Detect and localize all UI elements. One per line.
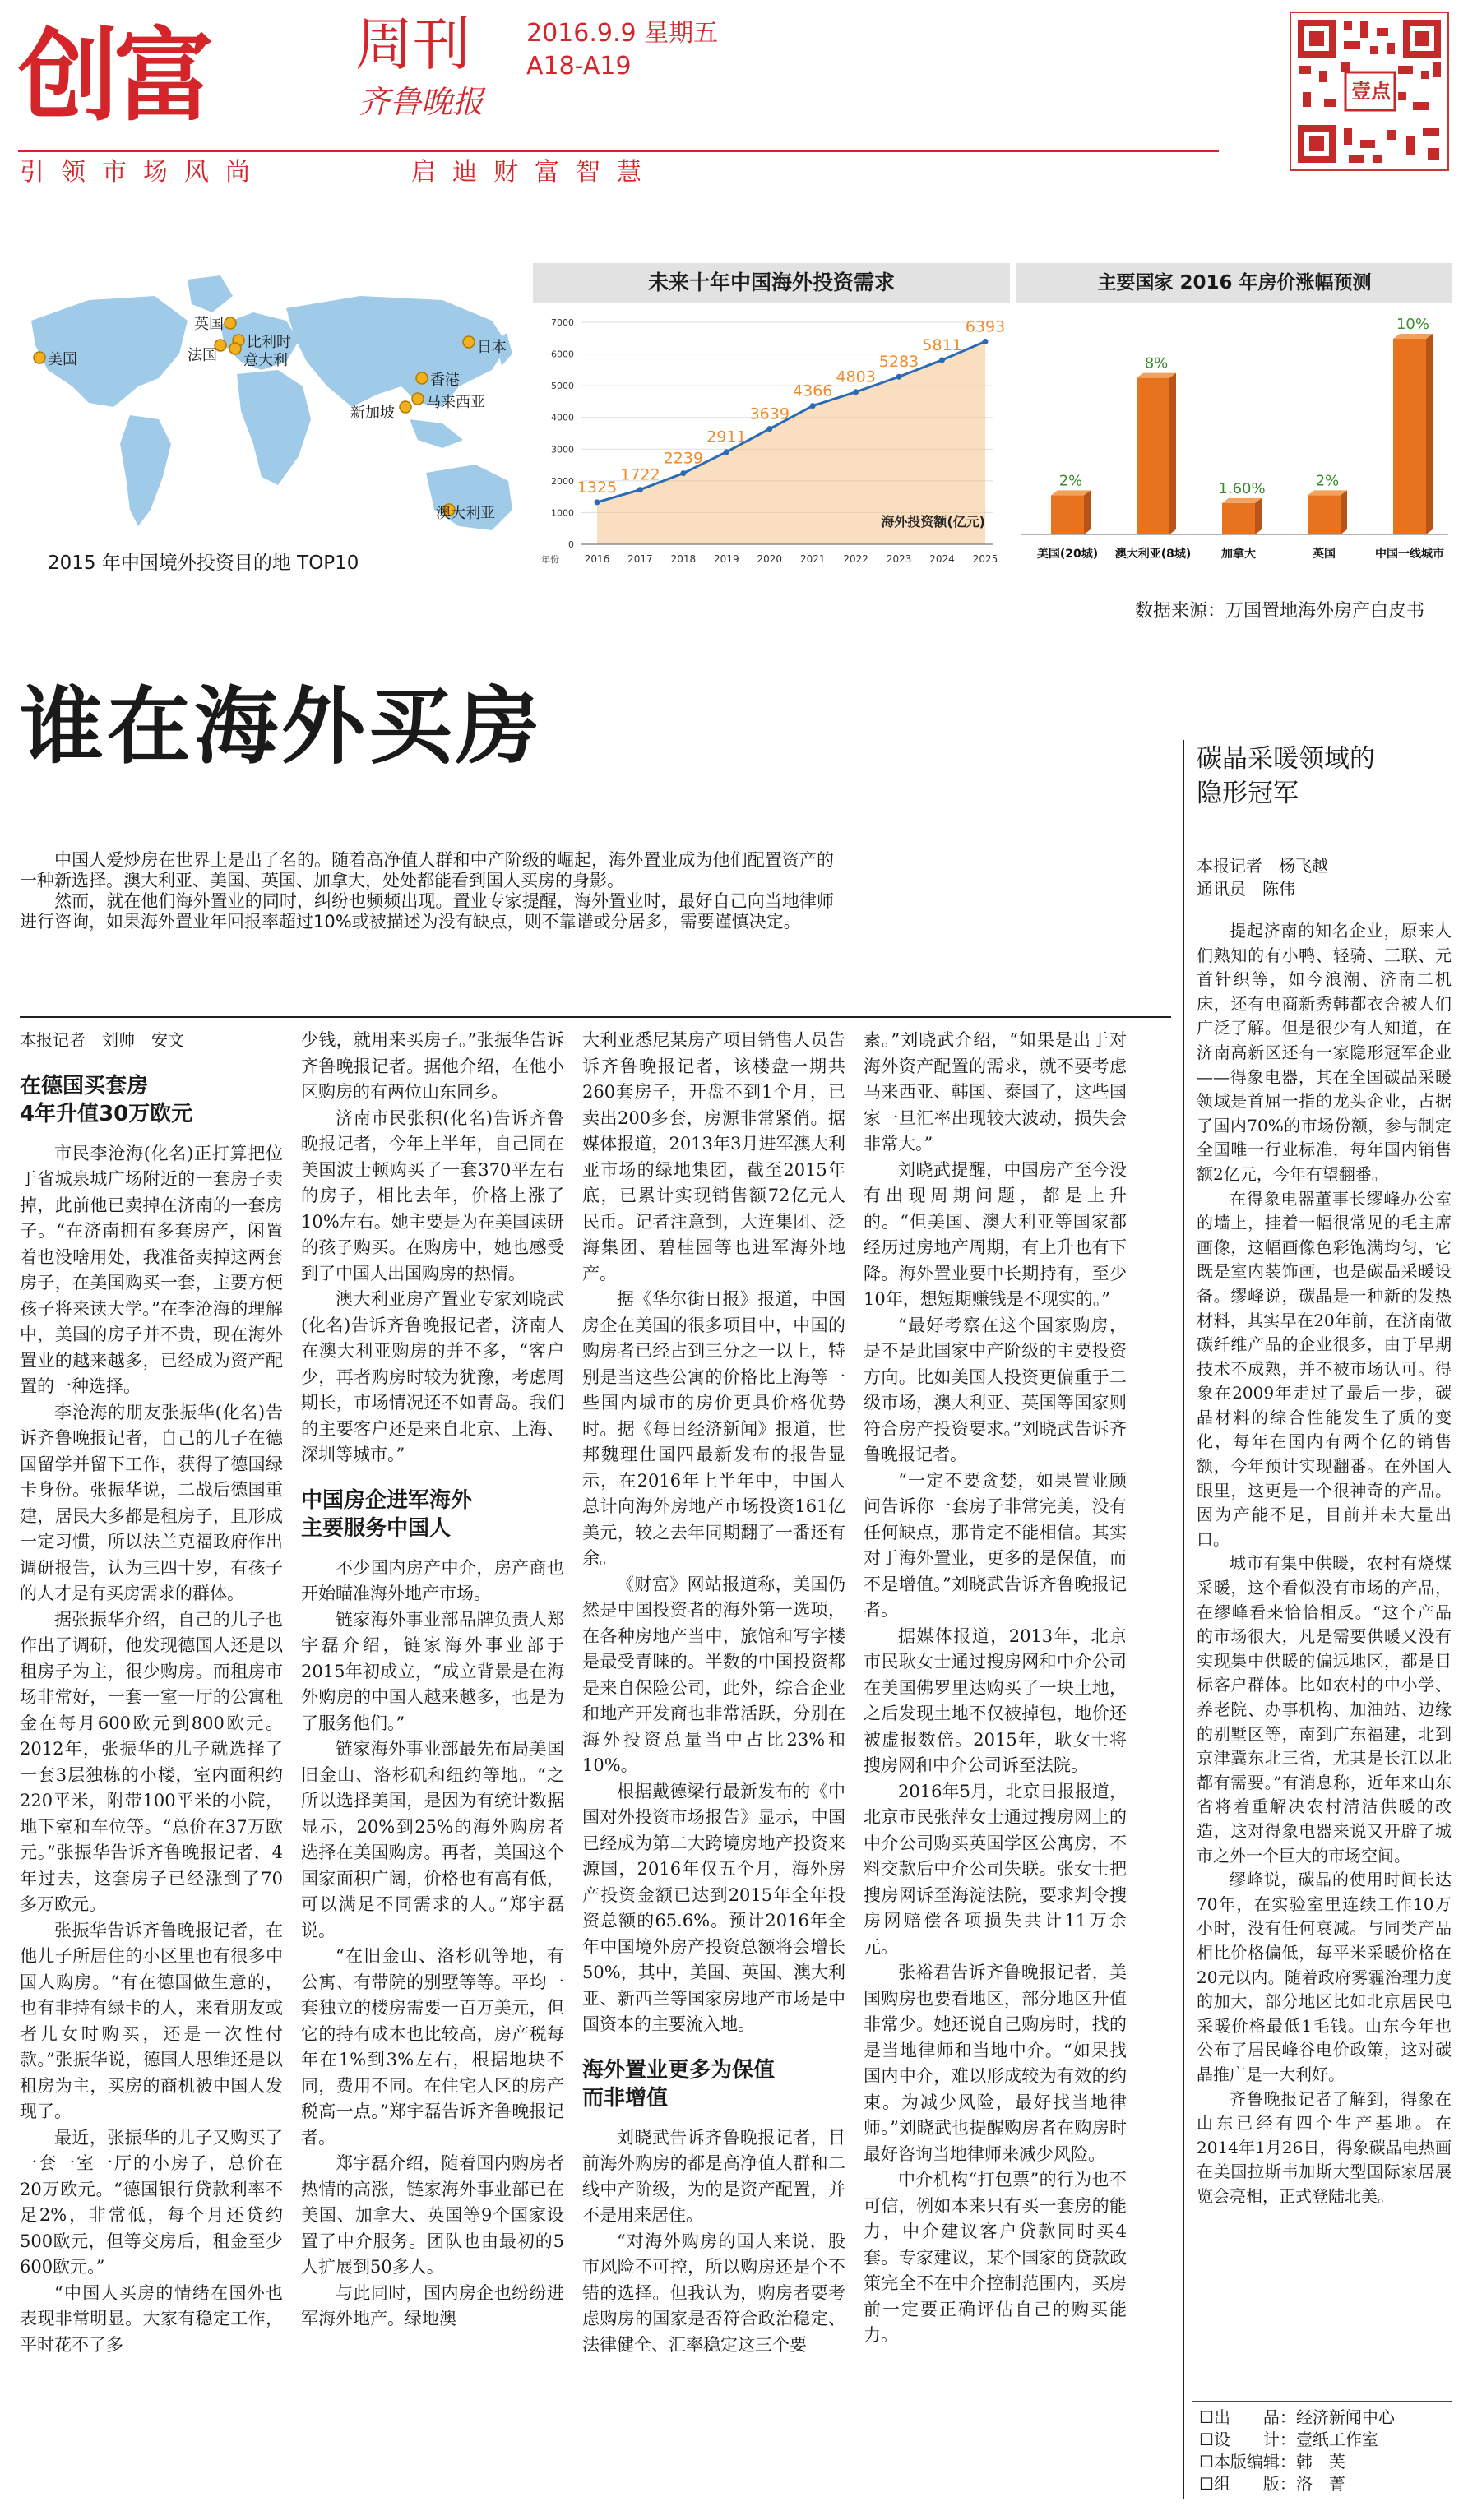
bar-top — [1308, 490, 1347, 495]
map-panel — [15, 263, 531, 580]
paragraph: 齐鲁晚报记者了解到，得象在山东已经有四个生产基地。在2014年1月26日，得象碳晶电热画在美国拉斯韦加斯大型国际家居展览会亮相，正式登陆北美。 — [1197, 2088, 1452, 2206]
page-numbers: A18-A19 — [526, 52, 632, 81]
map-label-belgium: 比利时 — [247, 334, 291, 351]
bar-value-label: 2% — [1315, 472, 1340, 490]
slogan-right: 启迪财富智慧 — [411, 158, 658, 187]
bar — [1051, 495, 1084, 534]
x-tick-label: 2025 — [972, 553, 998, 565]
map-label-singapore: 新加坡 — [350, 405, 395, 422]
x-tick-label: 2016 — [584, 553, 610, 565]
data-point — [939, 357, 945, 363]
bar-top — [1137, 373, 1176, 378]
data-point — [983, 339, 989, 344]
credit-editor: ☐本版编辑：韩 芙 — [1199, 2452, 1345, 2471]
x-axis-prefix: 年份 — [541, 554, 559, 565]
data-point — [595, 499, 600, 505]
y-tick-label: 5000 — [551, 381, 574, 392]
price-chart-panel — [1016, 263, 1452, 592]
sidebar-title: 碳晶采暖领域的 隐形冠军 — [1197, 744, 1375, 808]
paragraph: 不少国内房产中介，房产商也开始瞄准海外地产市场。 — [301, 1557, 564, 1603]
bar — [1137, 378, 1169, 534]
x-tick-label: 2018 — [670, 553, 697, 565]
paragraph: 济南市民张积(化名)告诉齐鲁晚报记者，今年上半年，自己同在美国波士顿购买了一套370平左右的房子，相比去年，价格上涨了10%左右。她主要是为在美国读研的孩子购买。在购房中，她也感受到了中国人出国购房的热情。 — [301, 1107, 564, 1283]
byline: 本报记者 刘帅 安文 — [20, 1030, 184, 1050]
paragraph: 中介机构“打包票”的行为也不可信，例如本来只有买一套房的能力，中介建议客户贷款同时买4套。专家建议，某个国家的贷款政策完全不在中介控制范围内，买房前一定要正确评估自己的购买能力。 — [864, 2170, 1127, 2345]
map-caption: 2015 年中国境外投资目的地 TOP10 — [48, 553, 359, 574]
sidebar-byline-correspondent: 通讯员 陈伟 — [1197, 879, 1295, 899]
y-tick-label: 2000 — [551, 475, 574, 487]
data-label: 3639 — [749, 405, 790, 423]
paragraph: 链家海外事业部品牌负责人郑宇磊介绍，链家海外事业部于2015年初成立，“成立背景是在海外购房的中国人越来越多，也是为了服务他们。” — [301, 1609, 564, 1733]
bar-top — [1393, 334, 1433, 339]
data-label: 1722 — [620, 465, 660, 484]
credit-design: ☐设 计：壹纸工作室 — [1199, 2430, 1378, 2449]
bar — [1393, 339, 1426, 534]
y-axis-label: 海外投资额(亿元) — [881, 514, 985, 529]
y-tick-label: 3000 — [551, 444, 574, 455]
data-point — [724, 449, 729, 455]
column-3 — [582, 1028, 845, 2499]
credit-label: 本版编辑： — [1213, 2452, 1296, 2471]
paragraph: 《财富》网站报道称，美国仍然是中国投资者的海外第一选项，在各种房地产当中，旅馆和写字楼是最受青睐的。半数的中国投资都是来自保险公司，此外，综合企业和地产开发商也非常活跃，分别在海外投资总量当中占比23%和10%。 — [582, 1574, 845, 1775]
column-4 — [864, 1028, 1127, 2499]
paragraph: 素。”刘晓武介绍，“如果是出于对海外资产配置的需求，就不要考虑马来西亚、韩国、泰国了，这些国家一旦汇率出现较大波动，损失会非常大。” — [864, 1030, 1127, 1154]
paragraph: 城市有集中供暖，农村有烧煤采暖，这个看似没有市场的产品，在缪峰看来恰恰相反。“这个产品的市场很大，凡是需要供暖又没有实现集中供暖的偏远地区，都是目标客户群体。比如农村的中小学、养老院、办事机构、加油站、边缘的别墅区等，南到广东福建，北到京津冀东北三省，尤其是长江以北都有需要。”有消息称，近年来山东省将着重解决农村清洁供暖的改造，这对得象电器来说又开辟了城市之外一个巨大的市场空间。 — [1197, 1553, 1452, 1866]
column-2 — [301, 1028, 564, 2499]
credit-value: 韩 芙 — [1295, 2452, 1345, 2471]
credit-produced: ☐出 品：经济新闻中心 — [1199, 2407, 1395, 2427]
bar-category-label: 美国(20城) — [1036, 548, 1099, 561]
credit-value: 洛 菁 — [1295, 2474, 1345, 2494]
bar-category-label: 加拿大 — [1221, 548, 1256, 561]
y-tick-label: 0 — [568, 539, 574, 550]
bar-side — [1426, 334, 1433, 534]
investment-area-chart — [533, 306, 1010, 588]
map-label-usa: 美国 — [48, 351, 77, 368]
credit-label: 组 版： — [1213, 2474, 1296, 2494]
column-1 — [20, 1028, 283, 2499]
paragraph: “中国人买房的情绪在国外也表现非常明显。大家有稳定工作，平时花不了多 — [20, 2282, 283, 2355]
map-label-uk: 英国 — [194, 316, 224, 333]
paragraph: 刘晓武告诉齐鲁晚报记者，目前海外购房的都是高净值人群和二线中产阶级，为的是资产配置，并不是用来居住。 — [582, 2127, 845, 2225]
map-label-australia: 澳大利亚 — [436, 505, 495, 522]
masthead-rule — [18, 150, 1219, 152]
world-map — [15, 263, 531, 580]
bar-value-label: 2% — [1058, 472, 1083, 490]
data-point — [637, 487, 643, 492]
qr-center-label: 壹点 — [1351, 80, 1391, 103]
paragraph: 张裕君告诉齐鲁晚报记者，美国购房也要看地区，部分地区升值非常少。她还说自己购房时，找的是当地律师和当地中介。“如果找国内中介，难以形成较为有效的约束。为减少风险，最好找当地律师。”刘晓武也提醒购房者在购房时最好咨询当地律师来减少风险。 — [864, 1963, 1127, 2164]
data-point — [680, 470, 686, 476]
qr-code[interactable] — [1290, 12, 1449, 171]
paragraph: 大利亚悉尼某房产项目销售人员告诉齐鲁晚报记者，该楼盘一期共260套房子，开盘不到1个月，已卖出200多套，房源非常紧俏。据媒体报道，2013年3月进军澳大利亚市场的绿地集团，截至2015年底，已累计实现销售额72亿元人民币。记者注意到，大连集团、泛海集团、碧桂园等也进军海外地产。 — [582, 1030, 845, 1283]
paragraph: 根据戴德梁行最新发布的《中国对外投资市场报告》显示，中国已经成为第二大跨境房地产投资来源国，2016年仅五个月，海外房产投资金额已达到2015年全年投资总额的65.6%。预计2016年全年中国境外房产投资总额将会增长50%，其中，美国、英国、澳大利亚、新西兰等国家房地产市场是中国资本的主要流入地。 — [582, 1781, 845, 2034]
investment-chart-panel — [533, 263, 1010, 588]
paragraph: 张振华告诉齐鲁晚报记者，在他儿子所居住的小区里也有很多中国人购房。“有在德国做生意的，也有非持有绿卡的人，来看朋友或者儿女时购买，还是一次性付款。”张振华说，德国人思维还是以租房为主，买房的商机被中国人发现了。 — [20, 1920, 283, 2121]
bar — [1308, 495, 1341, 534]
bar-value-label: 8% — [1144, 354, 1169, 372]
headline: 谁在海外买房 — [20, 678, 543, 776]
bar-top — [1222, 498, 1262, 503]
price-bar-chart — [1016, 306, 1452, 592]
paragraph: 缪峰说，碳晶的使用时间长达70年，在实验室里连续工作10万小时，没有任何衰减。与同类产品相比价格偏低，每平米采暖价格在20元以内。随着政府雾霾治理力度的加大，部分地区比如北京居民电采暖价格最低1毛钱。山东今年也公布了居民峰谷电价政策，这对碳晶推广是一大利好。 — [1197, 1870, 1452, 2084]
lede-paragraph: 中国人爱炒房在世界上是出了名的。随着高净值人群和中产阶级的崛起，海外置业成为他们配置资产的一种新选择。澳大利亚、美国、英国、加拿大，处处都能看到国人买房的身影。 — [20, 850, 834, 890]
section-heading-developers: 中国房企进军海外 主要服务中国人 — [301, 1487, 473, 1541]
x-tick-label: 2023 — [886, 553, 912, 565]
data-label: 2239 — [663, 449, 704, 468]
x-tick-label: 2020 — [757, 553, 783, 565]
y-tick-label: 4000 — [551, 412, 574, 423]
bar-top — [1051, 490, 1091, 495]
bar-side — [1169, 373, 1176, 534]
paragraph: 据媒体报道，2013年，北京市民耿女士通过搜房网和中介公司在美国佛罗里达购买了一块土地，之后发现土地不仅被掉包，地价还被虚报数倍。2015年，耿女士将搜房网和中介公司诉至法院。 — [864, 1625, 1127, 1775]
y-tick-label: 7000 — [551, 317, 574, 328]
paragraph: “对海外购房的国人来说，股市风险不可控，所以购房还是个不错的选择。但我认为，购房者要考虑购房的国家是否符合政治稳定、法律健全、汇率稳定这三个要 — [582, 2231, 845, 2355]
lede — [20, 850, 834, 932]
paragraph: “一定不要贪婪，如果置业顾问告诉你一套房子非常完美，没有任何缺点，那肯定不能相信。其实对于海外置业，更多的是保值，而不是增值。”刘晓武告诉齐鲁晚报记者。 — [864, 1470, 1127, 1620]
data-source: 数据来源：万国置地海外房产白皮书 — [1135, 601, 1425, 622]
data-label: 6393 — [965, 317, 1006, 336]
paragraph: 在得象电器董事长缪峰办公室的墙上，挂着一幅很常见的毛主席画像，这幅画像色彩饱满均匀，它既是室内装饰画，也是碳晶采暖设备。缪峰说，碳晶是一种新的发热材料，其实早在20年前，在济南做碳纤维产品的企业很多，由于早期技术不成熟，并不被市场认可。得象在2009年走过了最后一步，碳晶材料的综合性能发生了质的变化，每年在国内有两个亿的销售额，今年预计实现翻番。在外国人眼里，这更是一个很神奇的产品。因为产能不足，目前并未大量出口。 — [1197, 1188, 1452, 1549]
paper-name: 齐鲁晚报 — [359, 84, 484, 120]
x-tick-label: 2019 — [714, 553, 739, 565]
logo-main: 创富 — [18, 18, 209, 135]
map-label-italy: 意大利 — [243, 352, 288, 369]
map-label-france: 法国 — [188, 347, 217, 364]
paragraph: 李沧海的朋友张振华(化名)告诉齐鲁晚报记者，自己的儿子在德国留学并留下工作，获得了德国绿卡身份。张振华说，二战后德国重建，居民大多都是租房子，且形成一定习惯，所以法兰克福政府作出调研报告，认为三四十岁，有孩子的人才是有买房需求的群体。 — [20, 1402, 283, 1603]
paragraph: 刘晓武提醒，中国房产至今没有出现周期问题，都是上升的。“但美国、澳大利亚等国家都经历过房地产周期，有上升也有下降。海外置业要中长期持有，至少10年，想短期赚钱是不现实的。” — [864, 1159, 1127, 1309]
paragraph: “在旧金山、洛杉矶等地，有公寓、有带院的别墅等等。平均一套独立的楼房需要一百万美元，但它的持有成本也比较高，房产税每年在1%到3%左右，根据地块不同，费用不同。在住宅人区的房产税高一点。”郑宇磊告诉齐鲁晚报记者。 — [301, 1946, 564, 2148]
x-tick-label: 2017 — [627, 553, 653, 565]
paragraph: 据《华尔街日报》报道，中国房企在美国的很多项目中，中国的购房者已经占到三分之一以上，特别是当这些公寓的价格比上海等一些国内城市的房价更具价格优势时。据《每日经济新闻》报道，世邦魏理仕国四最新发布的报告显示，在2016年上半年中，中国人总计向海外房地产市场投资161亿美元，较之去年同期翻了一番还有余。 — [582, 1289, 845, 1568]
paragraph: 2016年5月，北京日报报道，北京市民张萍女士通过搜房网上的中介公司购买英国学区公寓房，不料交款后中介公司失联。张女士把搜房网诉至海淀法院，要求判令搜房网赔偿各项损失共计11万余元。 — [864, 1781, 1127, 1957]
paragraph: 与此同时，国内房企也纷纷进军海外地产。绿地澳 — [301, 2282, 564, 2328]
section-heading-germany: 在德国买套房 4年升值30万欧元 — [20, 1073, 193, 1126]
paragraph: 提起济南的知名企业，原来人们熟知的有小鸭、轻骑、三联、元首针织等，如今浪潮、济南二机床，还有电商新秀韩都衣舍被人们广泛了解。但是很少有人知道，在济南高新区还有一家隐形冠军企业——得象电器，其在全国碳晶采暖领域是首屈一指的龙头企业，占据了国内70%的市场份额，参与制定全国唯一行业标准，每年国内销售额2亿元，今年有望翻番。 — [1197, 921, 1452, 1184]
slogan-left: 引领市场风尚 — [20, 158, 266, 187]
data-point — [810, 403, 816, 409]
data-label: 4366 — [793, 381, 833, 400]
paragraph: 据张振华介绍，自己的儿子也作出了调研，他发现德国人还是以租房子为主，很少购房。而租房市场非常好，一套一室一厅的公寓租金在每月600欧元到800欧元。2012年，张振华的儿子就选择了一套3层独栋的小楼，室内面积约220平米，附带100平米的小院，地下室和车位等。“总价在37万欧元。”张振华告诉齐鲁晚报记者，4年过去，这套房子已经涨到了70多万欧元。 — [20, 1609, 283, 1914]
logo-sub: 周刊 — [355, 11, 470, 78]
data-label: 4803 — [836, 368, 876, 386]
paragraph: 链家海外事业部最先布局美国旧金山、洛杉矶和纽约等地。“之所以选择美国，是因为有统计数据显示，20%到25%的海外购房者选择在美国购房。再者，美国这个国家面积广阔，价格也有高有低，可以满足不同需求的人。”郑宇磊说。 — [301, 1739, 564, 1940]
section-heading-preservation: 海外置业更多为保值 而非增值 — [582, 2057, 776, 2111]
paragraph: 市民李沧海(化名)正打算把位于省城泉城广场附近的一套房子卖掉，此前他已卖掉在济南的一套房子。“在济南拥有多套房产，闲置着也没啥用处，我准备卖掉这两套房子，在美国购买一套，主要方便孩子将来读大学。”在李沧海的理解中，美国的房子并不贵，现在海外置业的越来越多，已经成为资产配置的一种选择。 — [20, 1143, 283, 1396]
price-chart-title: 主要国家 2016 年房价涨幅预测 — [1016, 263, 1452, 303]
issue-date: 2016.9.9 星期五 — [526, 19, 719, 48]
data-point — [766, 426, 772, 432]
investment-chart-title: 未来十年中国海外投资需求 — [533, 263, 1010, 303]
data-label: 5283 — [878, 353, 919, 372]
credit-value: 经济新闻中心 — [1295, 2407, 1395, 2427]
bar-value-label: 1.60% — [1218, 479, 1266, 497]
y-tick-label: 1000 — [551, 507, 574, 519]
paragraph: 最近，张振华的儿子又购买了一套一室一厅的小房子，总价在20万欧元。“德国银行贷款利率不足2%，非常低，每个月还贷约500欧元，但等交房后，租金至少600欧元。” — [20, 2127, 283, 2277]
map-label-malaysia: 马来西亚 — [426, 394, 485, 411]
paragraph: 郑宇磊介绍，随着国内购房者热情的高涨，链家海外事业部已在美国、加拿大、英国等9个国家设置了中介服务。团队也由最初的5人扩展到50多人。 — [301, 2153, 564, 2277]
bar-side — [1255, 498, 1262, 534]
data-label: 1325 — [577, 478, 618, 497]
credit-label: 设 计： — [1213, 2430, 1296, 2449]
credit-layout: ☐组 版：洛 菁 — [1199, 2474, 1345, 2494]
bar-category-label: 英国 — [1313, 548, 1336, 561]
headline-rule — [20, 1016, 1171, 1018]
map-label-hongkong: 香港 — [430, 372, 460, 389]
paragraph: “最好考察在这个国家购房，是不是此国家中产阶级的主要投资方向。比如美国人投资更偏重于二级市场，澳大利亚、英国等国家则符合房产投资要求。”刘晓武告诉齐鲁晚报记者。 — [864, 1315, 1127, 1464]
x-tick-label: 2021 — [799, 553, 826, 565]
data-label: 5811 — [922, 335, 962, 354]
bar-category-label: 澳大利亚(8城) — [1114, 548, 1192, 561]
masthead — [0, 0, 1468, 206]
paragraph: 澳大利亚房产置业专家刘晓武(化名)告诉齐鲁晚报记者，济南人在澳大利亚购房的并不多，“客户少，再者购房时较为犹豫，考虑周期长，市场情况还不如青岛。我们的主要客户还是来自北京、上海、深圳等城市。” — [301, 1289, 564, 1464]
bar-side — [1341, 490, 1347, 534]
lede-paragraph: 然而，就在他们海外置业的同时，纠纷也频频出现。置业专家提醒，海外置业时，最好自己向当地律师进行咨询，如果海外置业年回报率超过10%或被描述为没有缺点，则不靠谱或分居多，需要谨慎决定。 — [20, 891, 834, 932]
credit-label: 出 品： — [1213, 2407, 1296, 2427]
bar-category-label: 中国一线城市 — [1375, 548, 1444, 561]
sidebar-byline-reporter: 本报记者 杨飞越 — [1197, 856, 1328, 876]
bar-value-label: 10% — [1396, 316, 1430, 333]
x-tick-label: 2024 — [929, 553, 955, 565]
paragraph: 少钱，就用来买房子。”张振华告诉齐鲁晚报记者。据他介绍，在他小区购房的有两位山东同乡。 — [301, 1030, 564, 1102]
credit-value: 壹纸工作室 — [1295, 2430, 1378, 2449]
bar — [1222, 503, 1255, 534]
sidebar-body — [1197, 919, 1452, 2383]
credits-rule — [1192, 2401, 1452, 2402]
map-label-japan: 日本 — [477, 339, 507, 356]
bar-side — [1084, 490, 1091, 534]
data-point — [896, 374, 902, 380]
y-tick-label: 6000 — [551, 349, 574, 360]
x-tick-label: 2022 — [843, 553, 868, 565]
sidebar-divider — [1183, 740, 1184, 2499]
data-label: 2911 — [706, 428, 747, 446]
data-point — [853, 389, 859, 395]
